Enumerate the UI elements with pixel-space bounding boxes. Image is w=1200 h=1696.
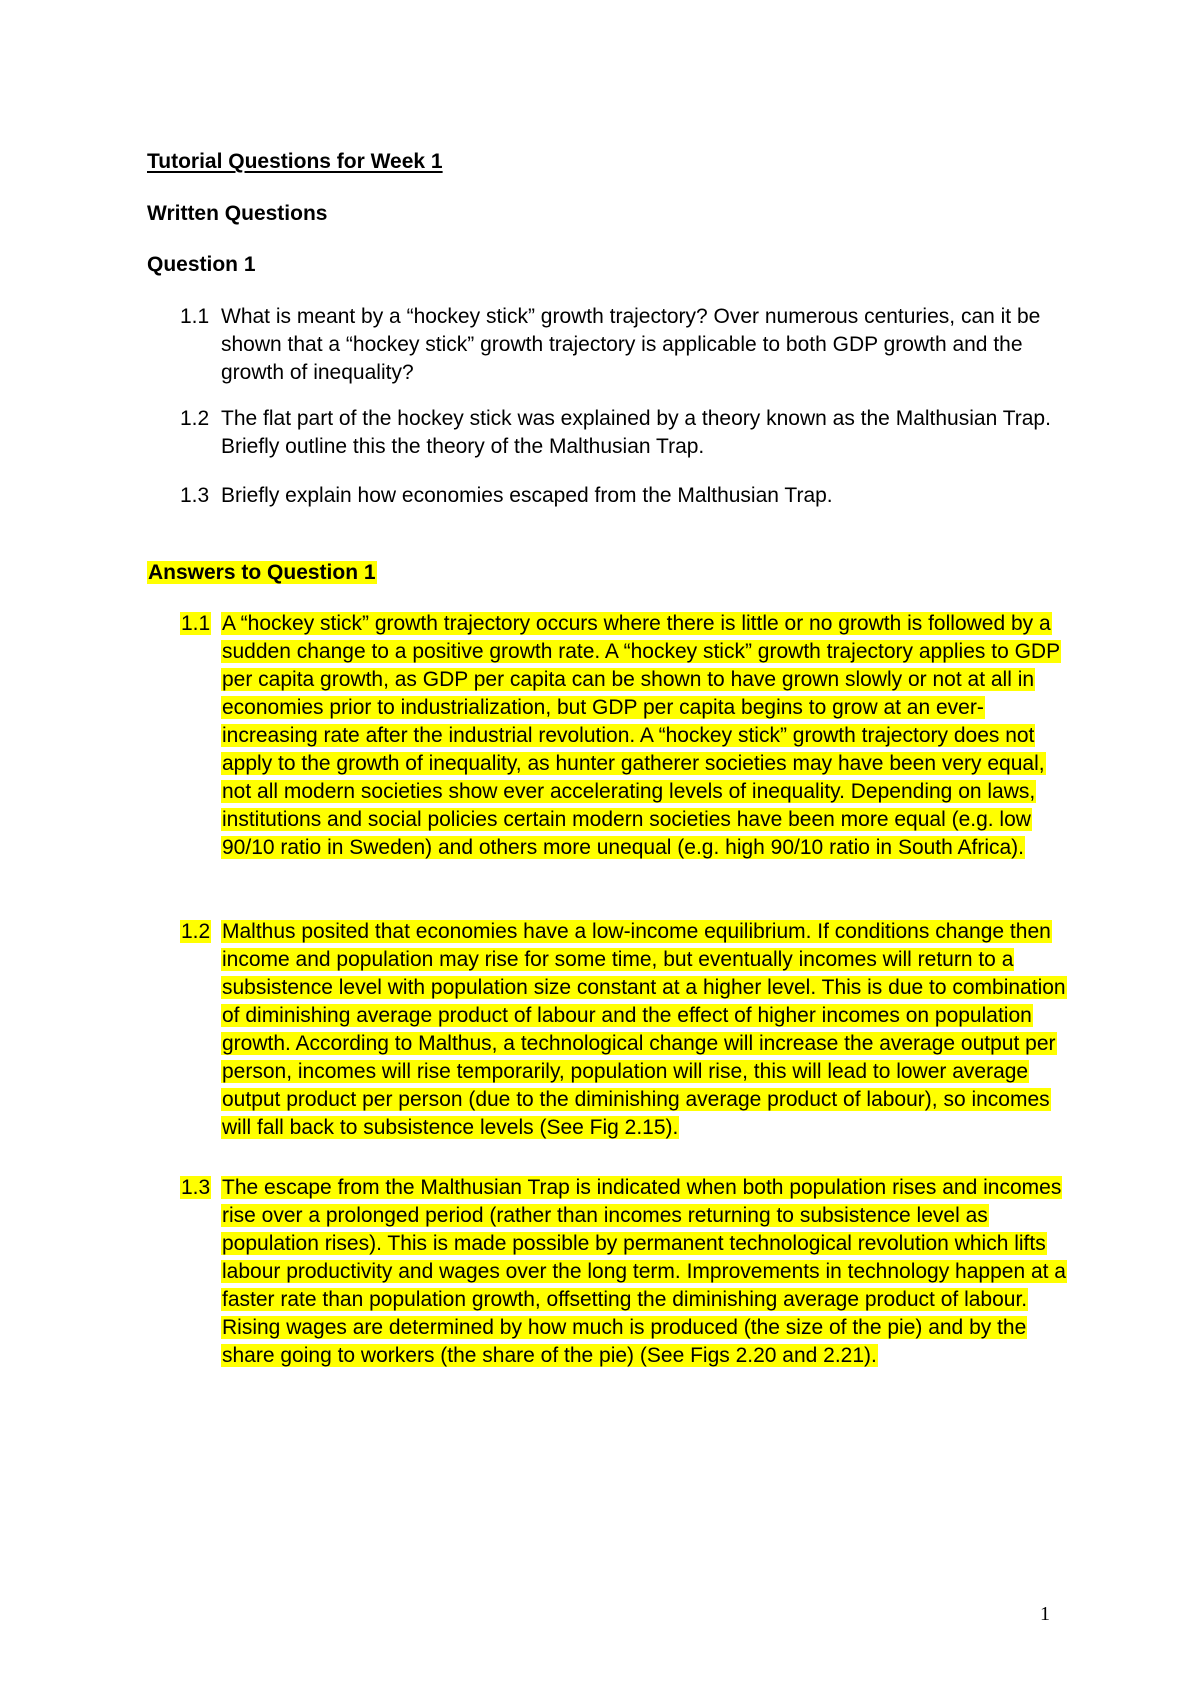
document-title: Tutorial Questions for Week 1 bbox=[147, 150, 443, 173]
answer-item bbox=[180, 918, 1080, 1142]
answer-text: The escape from the Malthusian Trap is indicated when both population rises and incomes rise over a prolonged period (rather than incomes returning to subsistence level as population rises). This is made possible by permanent technological revolution which lifts labour productivity and wages over the long term. Improvements in technology happen at a faster rate than population growth, offsetting the diminishing average product of labour. Rising wages are determined by how much is produced (the size of the pie) and by the share going to workers (the share of the pie) (See Figs 2.20 and 2.21). bbox=[222, 1176, 1066, 1367]
question-item bbox=[180, 405, 1080, 461]
question-text: The flat part of the hockey stick was explained by a theory known as the Malthusian Trap. Briefly outline this the theory of the Malthusian Trap. bbox=[221, 407, 1051, 458]
answer-item bbox=[180, 610, 1080, 862]
page-number: 1 bbox=[1040, 1603, 1050, 1625]
answer-number: 1.2 bbox=[181, 920, 211, 943]
question-item bbox=[180, 303, 1080, 387]
section-heading: Written Questions bbox=[147, 202, 328, 225]
answer-number: 1.1 bbox=[181, 612, 211, 635]
question-number: 1.1 bbox=[180, 305, 210, 328]
question-number: 1.2 bbox=[180, 407, 210, 430]
question-heading: Question 1 bbox=[147, 253, 256, 276]
answer-text: Malthus posited that economies have a low-income equilibrium. If conditions change then income and population may rise for some time, but eventually incomes will return to a subsistence level with population size constant at a higher level. This is due to combination of diminishing average product of labour and the effect of higher incomes on population growth. According to Malthus, a technological change will increase the average output per person, incomes will rise temporarily, population will rise, this will lead to lower average output product per person (due to the diminishing average product of labour), so incomes will fall back to subsistence levels (See Fig 2.15). bbox=[222, 920, 1066, 1139]
question-item bbox=[180, 482, 1080, 510]
question-text: What is meant by a “hockey stick” growth trajectory? Over numerous centuries, can it be shown that a “hockey stick” growth trajectory is applicable to both GDP growth and the growth of inequality? bbox=[221, 305, 1041, 384]
answers-heading: Answers to Question 1 bbox=[148, 561, 376, 584]
answer-number: 1.3 bbox=[181, 1176, 211, 1199]
answer-text: A “hockey stick” growth trajectory occurs where there is little or no growth is followed by a sudden change to a positive growth rate. A “hockey stick” growth trajectory applies to GDP per capita growth, as GDP per capita can be shown to have grown slowly or not at all in economies prior to industrialization, but GDP per capita begins to grow at an ever-increasing rate after the industrial revolution. A “hockey stick” growth trajectory does not apply to the growth of inequality, as hunter gatherer societies may have been very equal, not all modern societies show ever accelerating levels of inequality. Depending on laws, institutions and social policies certain modern societies have been more equal (e.g. low 90/10 ratio in Sweden) and others more unequal (e.g. high 90/10 ratio in South Africa). bbox=[222, 612, 1061, 859]
question-number: 1.3 bbox=[180, 484, 210, 507]
answer-item bbox=[180, 1174, 1080, 1370]
question-text: Briefly explain how economies escaped from the Malthusian Trap. bbox=[221, 484, 833, 507]
